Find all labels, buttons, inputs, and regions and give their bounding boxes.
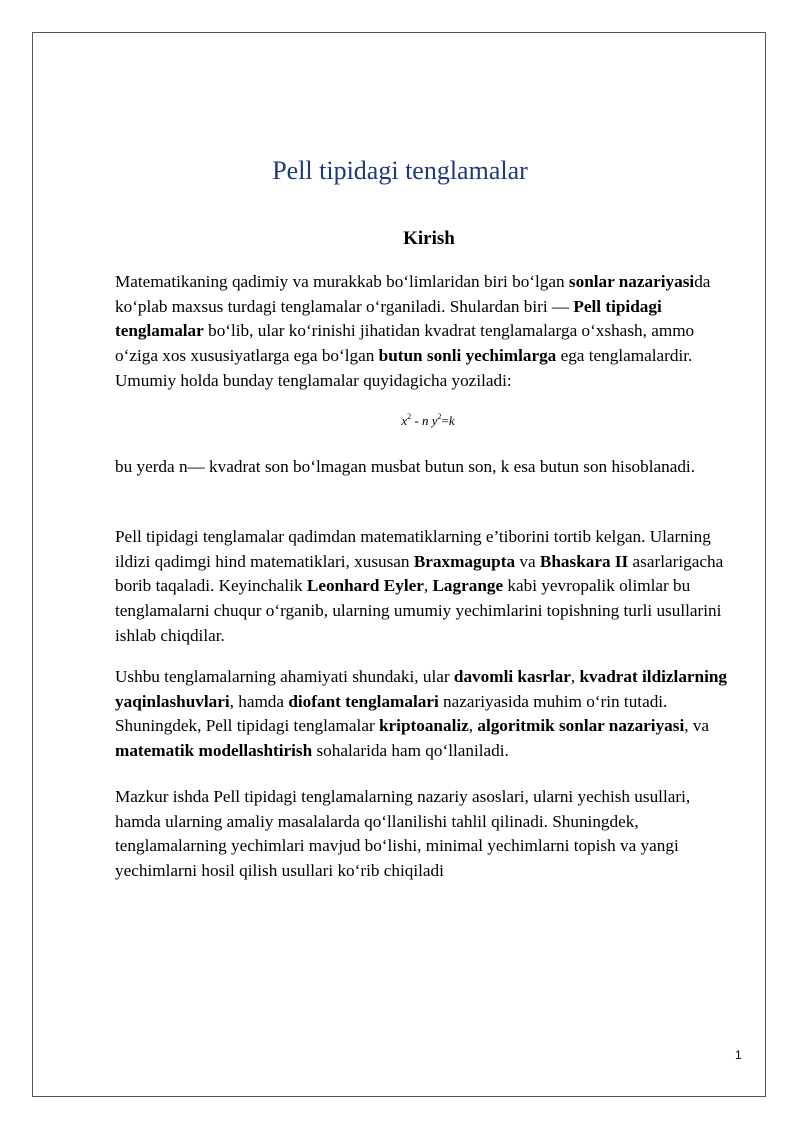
formula-y: y bbox=[428, 413, 438, 428]
text-run: sohalarida ham qo‘llaniladi. bbox=[312, 741, 509, 761]
text-run: Pell tipidagi tenglamalar qadimdan matematiklarning e’tiborini tortib kelgan. Ularning ildizi qadimgi hind matematiklari, xususan bbox=[115, 527, 711, 571]
paragraph-definition bbox=[115, 455, 737, 480]
bold-term: kriptoanaliz bbox=[378, 716, 469, 736]
bold-term: Bhaskara II bbox=[539, 551, 629, 571]
formula-n: n bbox=[421, 413, 429, 428]
pell-equation-formula bbox=[0, 412, 800, 429]
bold-term: Lagrange bbox=[432, 576, 504, 596]
formula-y-exponent: 2 bbox=[437, 412, 442, 421]
formula-x-exponent: 2 bbox=[407, 412, 412, 421]
bold-term: davomli kasrlar bbox=[453, 667, 571, 686]
formula-equals: = bbox=[441, 413, 449, 428]
paragraph-history bbox=[115, 525, 737, 649]
section-heading: Kirish bbox=[403, 228, 455, 249]
text-run: kabi yevropalik olimlar bu tenglamalarni chuqur o‘rganib, ularning umumiy yechimlarini topishning turli usullarini ishlab chiqdilar. bbox=[115, 576, 722, 645]
text-run: , bbox=[423, 576, 433, 596]
document-title: Pell tipidagi tenglamalar bbox=[272, 156, 528, 185]
text-run: da ko‘plab maxsus turdagi tenglamalar o‘rganiladi. Shulardan biri — bbox=[115, 272, 711, 316]
paragraph-scope bbox=[115, 785, 737, 884]
bold-term: matematik modellashtirish bbox=[115, 741, 313, 761]
bold-term: Leonhard Eyler bbox=[306, 576, 424, 596]
formula-k: k bbox=[448, 413, 455, 428]
text-run: nazariyasida muhim o‘rin tutadi. Shuningdek, Pell tipidagi tenglamalar bbox=[115, 691, 668, 736]
bold-term: Braxmagupta bbox=[413, 551, 516, 571]
bold-term: butun sonli yechimlarga bbox=[378, 346, 557, 366]
paragraph-importance bbox=[115, 665, 737, 764]
page-number: 1 bbox=[735, 1048, 742, 1062]
text-run: va bbox=[515, 551, 540, 571]
bold-term: sonlar nazariyasi bbox=[568, 272, 695, 291]
text-run: Ushbu tenglamalarning ahamiyati shundaki, ular bbox=[115, 667, 454, 686]
text-run: Matematikaning qadimiy va murakkab bo‘limlaridan biri bo‘lgan bbox=[115, 272, 569, 291]
text-run: bu yerda n— kvadrat son bo‘lmagan musbat butun son, k esa butun son hisoblanadi. bbox=[115, 457, 695, 476]
bold-term: Pell tipidagi tenglamalar bbox=[115, 296, 662, 341]
text-run: , hamda bbox=[229, 691, 289, 711]
text-run: asarlarigacha borib taqaladi. Keyinchalik bbox=[115, 551, 724, 596]
formula-minus: - bbox=[411, 413, 422, 428]
bold-term: diofant tenglamalari bbox=[288, 691, 439, 711]
paragraph-introduction bbox=[115, 270, 737, 394]
bold-term: kvadrat ildizlarning yaqinlashuvlari bbox=[115, 667, 728, 711]
text-run: , bbox=[468, 716, 478, 736]
text-run: bo‘lib, ular ko‘rinishi jihatidan kvadrat tenglamalarga o‘xshash, ammo o‘ziga xos xususiyatlarga ega bo‘lgan bbox=[115, 321, 695, 366]
text-run: , va bbox=[684, 716, 710, 736]
formula-x: x bbox=[401, 413, 408, 428]
text-run: Mazkur ishda Pell tipidagi tenglamalarning nazariy asoslari, ularni yechish usullari, hamda ularning amaliy masalalarda qo‘llanilishi tahlil qilinadi. Shuningdek, tenglamalarning yechimlari mavjud bo‘lishi, minimal yechimlarni topish va yangi yechimlarni hosil qilish usullari ko‘rib chiqiladi bbox=[115, 787, 691, 881]
bold-term: algoritmik sonlar nazariyasi bbox=[477, 716, 685, 736]
text-run: ega tenglamalardir. Umumiy holda bunday tenglamalar quyidagicha yoziladi: bbox=[115, 346, 693, 390]
text-run: , bbox=[570, 667, 580, 686]
